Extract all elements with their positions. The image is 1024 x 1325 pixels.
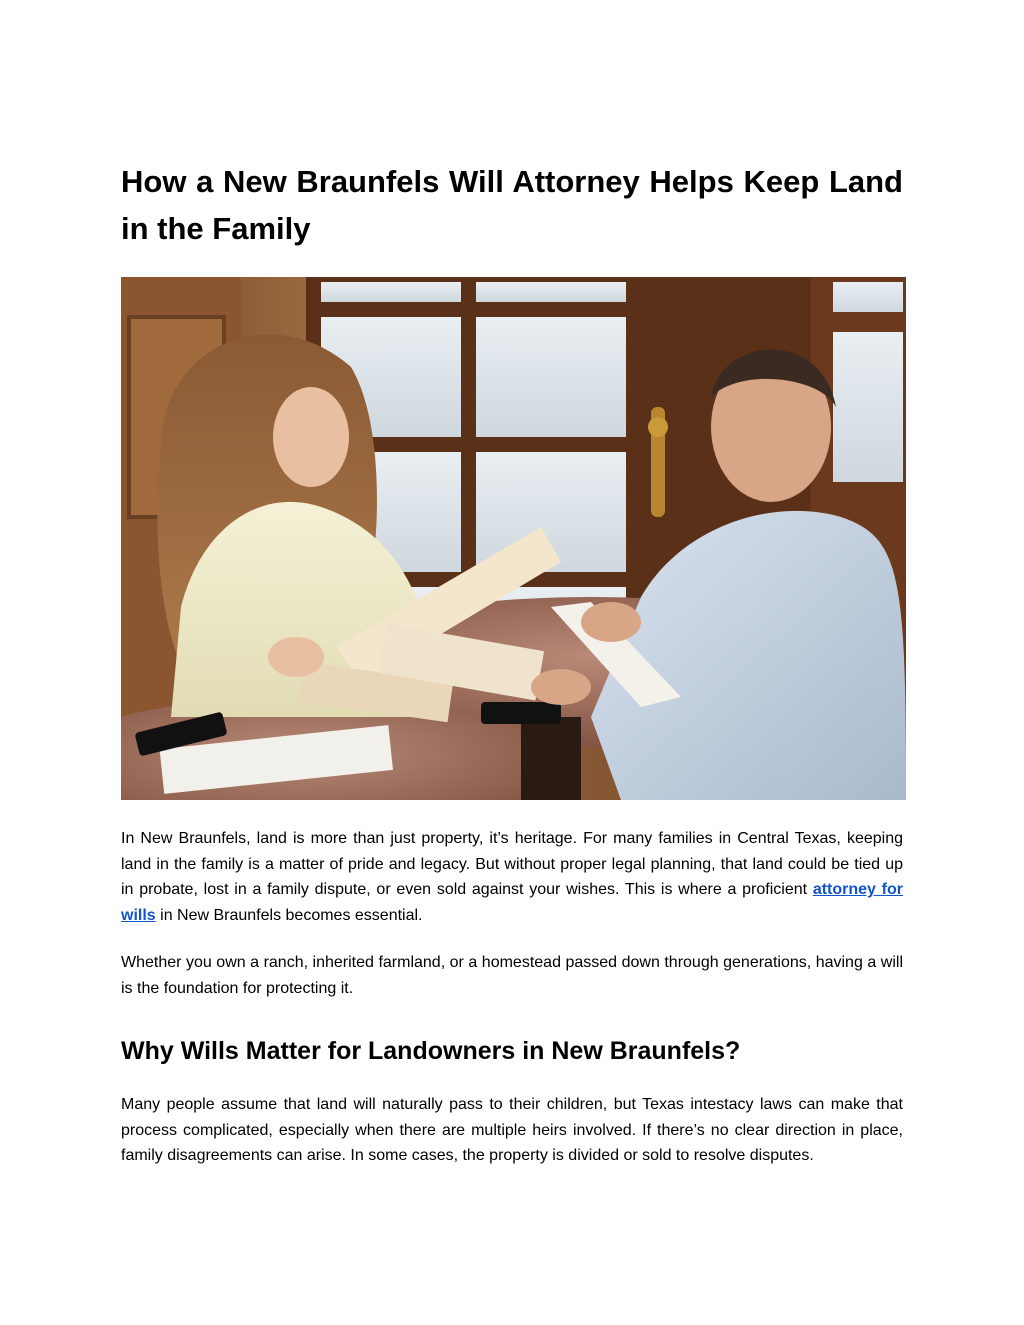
paragraph-3: Many people assume that land will naturally pass to their children, but Texas intestacy laws can make that process complicated, especially when there are multiple heirs involved. If there’s no clear direction in place, family disagreements can arise. In some cases, the property is divided or sold to resolve disputes. <box>121 1096 903 1165</box>
intro-text-before-link: In New Braunfels, land is more than just property, it’s heritage. For many families in Central Texas, keeping land in the family is a matter of pride and legacy. But without proper legal planning, that land could be tied up in probate, lost in a family dispute, or even sold against your wishes. This is where a proficient <box>121 830 903 899</box>
photo-couple-reading-documents-at-table-icon <box>121 277 906 800</box>
paragraph-2: Whether you own a ranch, inherited farmland, or a homestead passed down through generations, having a will is the foundation for protecting it. <box>121 954 903 997</box>
section-heading: Why Wills Matter for Landowners in New Braunfels? <box>121 1037 741 1065</box>
intro-text-after-link: in New Braunfels becomes essential. <box>155 906 423 924</box>
attorney-for-wills-link[interactable]: attorney for wills <box>121 881 904 924</box>
intro-paragraph <box>121 826 903 928</box>
hero-photo <box>121 277 906 800</box>
article-title: How a New Braunfels Will Attorney Helps Keep Land in the Family <box>121 164 903 246</box>
